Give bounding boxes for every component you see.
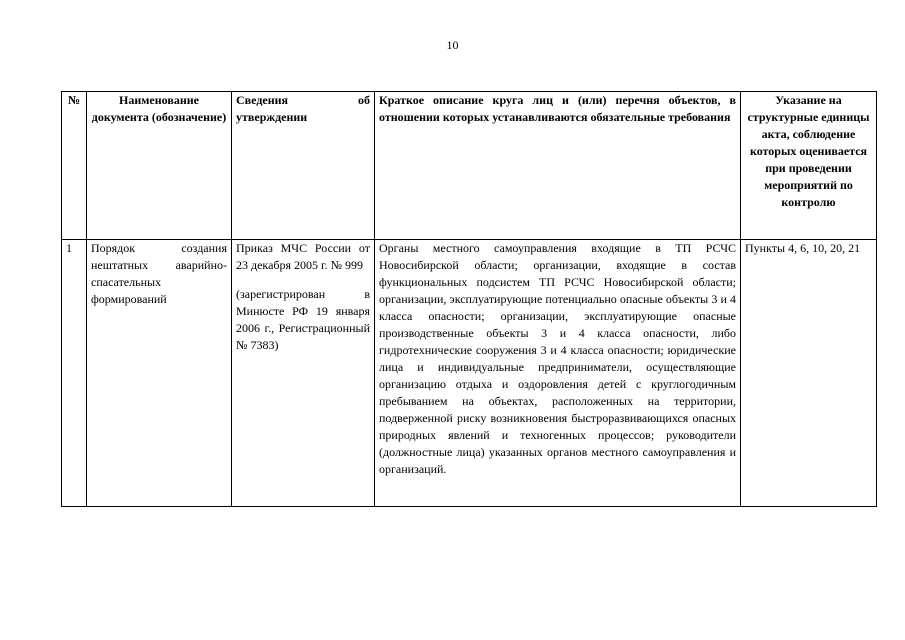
row-approval-order: Приказ МЧС России от 23 декабря 2005 г. № 999 bbox=[236, 241, 370, 272]
row-registration-note: (зарегистрирован в Минюсте РФ 19 января 2006 г., Регистрационный № 7383) bbox=[236, 287, 370, 352]
header-structural-units: Указание на структурные единицы акта, соблюдение которых оценивается при проведении мероприятий по контролю bbox=[741, 92, 877, 240]
header-description: Краткое описание круга лиц и (или) перечня объектов, в отношении которых устанавливаются обязательные требования bbox=[375, 92, 741, 240]
requirements-table bbox=[61, 91, 877, 507]
table-row bbox=[62, 240, 877, 507]
page-number: 10 bbox=[446, 38, 459, 52]
row-document-name: Порядок создания нештатных аварийно-спасательных формирований bbox=[87, 240, 232, 507]
header-number: № bbox=[62, 92, 87, 240]
header-approval-info: Сведения об утверждении bbox=[232, 92, 375, 240]
row-structural-units: Пункты 4, 6, 10, 20, 21 bbox=[741, 240, 877, 507]
row-description: Органы местного самоуправления входящие в ТП РСЧС Новосибирской области; организации, входящие в состав функциональных подсистем ТП РСЧС Новосибирской области; организации, эксплуатирующие потенциально опасные объекты 3 и 4 класса опасности; организации, эксплуатирующие опасные производственные объекты 3 и 4 класса опасности, либо гидротехнические сооружения 3 и 4 класса опасности; юридические лица и индивидуальные предприниматели, осуществляющие организацию отдыха и оздоровления детей с круглогодичным пребыванием на объектах, расположенных на территории, подверженной риску возникновения быстроразвивающихся опасных природных явлений и техногенных процессов; руководители (должностные лица) указанных органов местного самоуправления и организаций. bbox=[375, 240, 741, 507]
header-document-name: Наименование документа (обозначение) bbox=[87, 92, 232, 240]
table-header-row bbox=[62, 92, 877, 240]
row-number: 1 bbox=[62, 240, 87, 507]
